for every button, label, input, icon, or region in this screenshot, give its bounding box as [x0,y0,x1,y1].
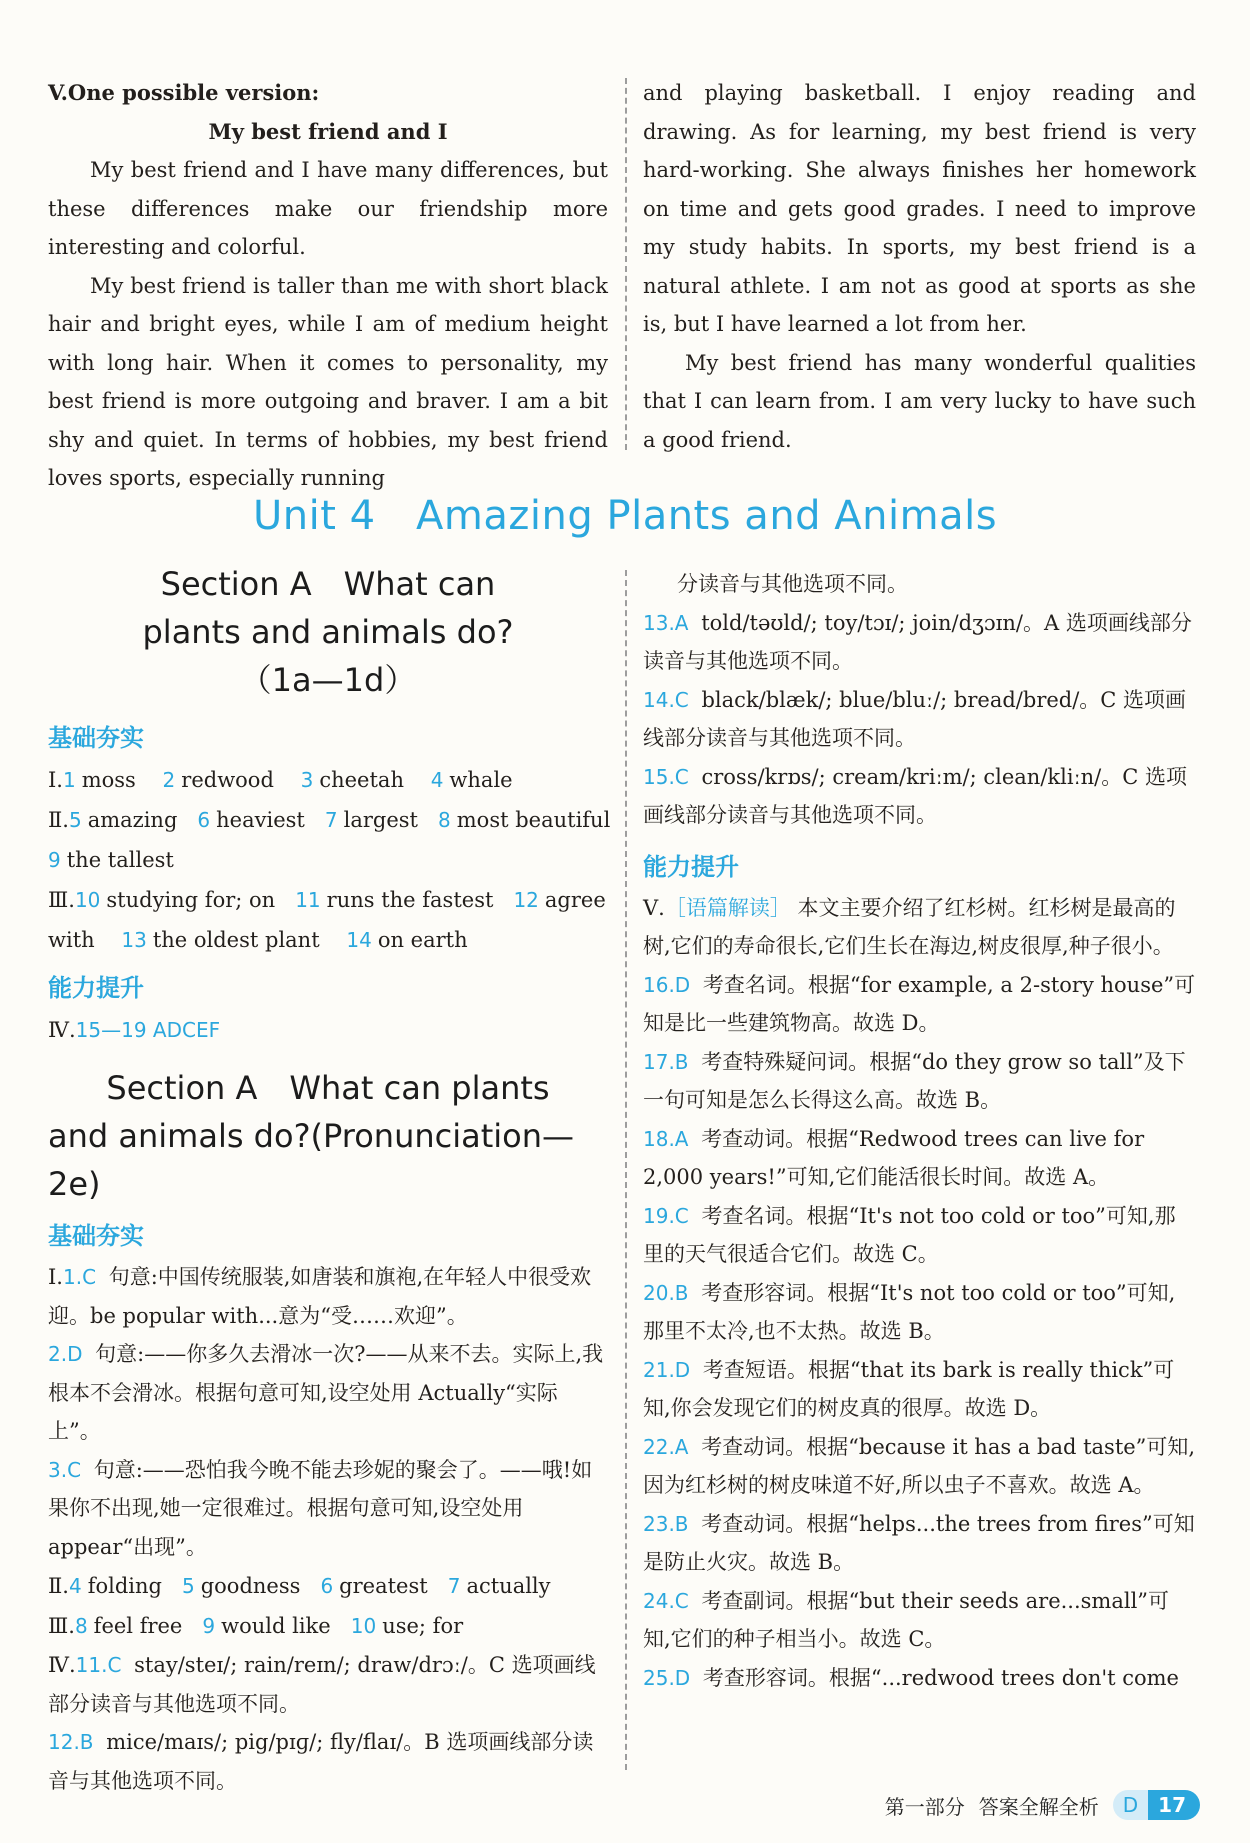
num-22: 22.A [643,1434,689,1459]
text-15r: cross/krɒs/; cream/kriːm/; clean/kliːn/。C 选项画线部分读音与其他选项不同。 [643,764,1187,827]
unit-title: Unit 4 Amazing Plants and Animals [252,493,998,539]
essay-title: My best friend and I [208,118,448,144]
heading-ability-1: 能力提升 [48,974,144,1002]
num-6: 6 [197,808,211,832]
roman-v: Ⅴ. [643,895,665,920]
num-23: 23.B [643,1511,689,1536]
num-3: 3 [300,768,314,792]
num-9: 9 [48,848,61,872]
item-18 [643,1120,1196,1197]
text-25: 考查形容词。根据“...redwood trees don't come [702,1665,1179,1690]
answer-1: moss [81,768,136,792]
item-15 [643,758,1196,835]
roman-s2-4: Ⅳ. [48,1653,76,1677]
num-8: 8 [438,808,451,832]
page-badge [1113,1790,1200,1820]
item-25 [643,1659,1196,1698]
item-16 [643,966,1196,1043]
num-12: 12 [513,888,539,912]
num-17: 17.B [643,1049,689,1074]
answer-13: the oldest plant [152,928,320,952]
num-18: 18.A [643,1126,689,1151]
answer-s2-5: goodness [200,1574,301,1598]
num-13r: 13.A [643,610,689,635]
text-v-intro: 本文主要介绍了红杉树。红杉树是最高的树,它们的寿命很长,它们生长在海边,树皮很厚,种子很小。 [643,895,1176,958]
num-s2-10: 10 [350,1614,377,1638]
roman-4: Ⅳ. [48,1018,76,1042]
answer-7: largest [343,808,418,832]
num-s2-6: 6 [320,1574,334,1598]
heading-ability-2: 能力提升 [643,852,739,881]
num-s2-4: 4 [68,1574,82,1598]
num-s2-5: 5 [181,1574,195,1598]
item-14 [643,681,1196,758]
right-column [643,565,1196,1697]
num-s2-11: 11.C [75,1653,122,1677]
text-16: 考查名词。根据“for example, a 2-story house”可知是比一些建筑物高。故选 D。 [643,972,1196,1035]
essay-left-column [48,74,608,498]
answer-s2-4: folding [87,1574,162,1598]
page-footer [885,1790,1200,1820]
item-21 [643,1351,1196,1428]
answer-s2-6: greatest [339,1574,428,1598]
text-14r: black/blæk/; blue/bluː/; bread/bred/。C 选项画线部分读音与其他选项不同。 [643,687,1187,750]
num-7: 7 [324,808,338,832]
text-20: 考查形容词。根据“It's not too cold or too”可知,那里不太冷,也不太热。故选 B。 [643,1280,1176,1343]
num-11: 11 [295,888,321,912]
essay-paragraph-2: My best friend is taller than me with short black hair and bright eyes, while I am of medium height with long hair. When it comes to personality, my best friend is more outgoing and braver. I am a bit shy and quiet. In terms of hobbies, my best friend loves sports, especially running [48,273,608,490]
answer-row-s2-4 [48,1566,608,1606]
item-22 [643,1428,1196,1505]
answer-5: amazing [87,808,178,832]
text-13r: told/təʊld/; toy/tɔɪ/; join/dʒɔɪn/。A 选项画线部分读音与其他选项不同。 [643,610,1192,673]
answer-4: whale [449,768,513,792]
answer-14: on earth [377,928,468,952]
roman-s2-2: Ⅱ. [48,1574,69,1598]
item-2 [48,1335,608,1451]
num-20: 20.B [643,1280,689,1305]
text-analysis-tag: ［语篇解读］ [664,895,791,920]
num-s2-7: 7 [447,1574,461,1598]
answer-row-3 [48,840,608,880]
roman-3: Ⅲ. [48,888,75,912]
text-21: 考查短语。根据“that its bark is really thick”可知,你会发现它们的树皮真的很厚。故选 D。 [643,1357,1175,1420]
answer-10: studying for; on [106,888,276,912]
text-24: 考查副词。根据“but their seeds are...small”可知,它们的种子相当小。故选 C。 [643,1588,1170,1651]
essay-heading: V.One possible version: [48,80,320,105]
num-14: 14 [346,928,372,952]
num-s2-2: 2.D [48,1342,83,1366]
answer-15-19: 15—19 ADCEF [75,1018,221,1042]
item-19 [643,1197,1196,1274]
page-number: 17 [1148,1790,1200,1820]
section-2-title-line-2: and animals do?(Pronunciation—2e) [48,1117,575,1203]
answer-s2-8: feel free [93,1614,183,1638]
text-s2-3: 句意:——恐怕我今晚不能去珍妮的聚会了。——哦!如果你不出现,她一定很难过。根据句意可知,设空处用 appear“出现”。 [48,1457,593,1559]
left-column [48,560,611,1800]
text-s2-11: stay/steɪ/; rain/reɪn/; draw/drɔː/。C 选项画线部分读音与其他选项不同。 [48,1653,596,1716]
num-16: 16.D [643,972,691,997]
answer-s2-7: actually [466,1574,551,1598]
text-17: 考查特殊疑问词。根据“do they grow so tall”及下一句可知是怎么长得这么高。故选 B。 [643,1049,1186,1112]
essay-paragraph-1: My best friend and I have many differences, but these differences make our friendship more interesting and colorful. [48,158,608,259]
text-22: 考查动词。根据“because it has a bad taste”可知,因为红杉树的树皮味道不好,所以虫子不喜欢。故选 A。 [643,1434,1196,1497]
roman-s2-1: Ⅰ. [48,1265,63,1289]
answer-8: most beautiful [456,808,611,832]
item-12 [48,1723,608,1800]
text-s2-2: 句意:——你多久去滑冰一次?——从来不去。实际上,我根本不会滑冰。根据句意可知,设空处用 Actually“实际上”。 [48,1342,604,1443]
item-20 [643,1274,1196,1351]
answer-row-s2-5 [48,1606,608,1646]
item-1 [48,1258,608,1335]
num-s2-9: 9 [202,1614,216,1638]
answer-9: the tallest [66,848,174,872]
section-1-title-line-1: Section A What can [160,565,496,603]
answer-12: agree [544,888,606,912]
answer-6: heaviest [216,808,305,832]
num-10: 10 [74,888,101,912]
answer-s2-10: use; for [382,1614,464,1638]
footer-part: 第一部分 [884,1794,965,1819]
answer-2: redwood [181,768,274,792]
section-1-title-line-2: plants and animals do? [142,613,514,651]
num-s2-12: 12.B [48,1730,94,1754]
num-21: 21.D [643,1357,691,1382]
heading-basic-1: 基础夯实 [48,724,144,752]
answer-row-5 [48,920,608,960]
roman-2: Ⅱ. [48,808,69,832]
text-18: 考查动词。根据“Redwood trees can live for 2,000 years!”可知,它们能活很长时间。故选 A。 [643,1126,1145,1189]
essay-paragraph-2-cont: and playing basketball. I enjoy reading and drawing. As for learning, my best friend is very hard-working. She always finishes her homework on time and gets good grades. I need to improve my study habits. In sports, my best friend is a natural athlete. I am not as good at sports as she is, but I have learned a lot from her. [643,81,1196,336]
item-13 [643,604,1196,681]
section-2-title-line-1: Section A What can plants [106,1069,550,1107]
num-s2-3: 3.C [48,1457,82,1482]
column-divider-bottom [625,570,627,1770]
num-25: 25.D [643,1665,691,1690]
column-divider-top [625,78,627,450]
roman-s2-3: Ⅲ. [48,1614,75,1638]
item-23 [643,1505,1196,1582]
essay-paragraph-3: My best friend has many wonderful qualities that I can learn from. I am very lucky to have such a good friend. [643,350,1196,452]
section-1-title-line-3: （1a—1d） [239,661,417,699]
num-4: 4 [430,768,444,792]
num-2: 2 [162,768,176,792]
text-23: 考查动词。根据“helps...the trees from fires”可知是防止火灾。故选 B。 [643,1511,1195,1574]
text-s2-12: mice/maɪs/; pig/pɪɡ/; fly/flaɪ/。B 选项画线部分读音与其他选项不同。 [48,1730,594,1793]
answer-3: cheetah [319,768,404,792]
answer-s2-9: would like [221,1614,331,1638]
num-14r: 14.C [643,687,689,712]
answer-11: runs the fastest [326,888,494,912]
num-s2-8: 8 [74,1614,88,1638]
num-1: 1 [62,768,76,792]
text-19: 考查名词。根据“It's not too cold or too”可知,那里的天气很适合它们。故选 C。 [643,1203,1176,1266]
answer-12-cont: with [48,928,95,952]
roman-1: Ⅰ. [48,768,63,792]
item-3 [48,1451,608,1567]
num-19: 19.C [643,1203,689,1228]
num-24: 24.C [643,1588,689,1613]
essay-right-column [643,74,1196,459]
answer-row-2 [48,800,611,840]
num-15r: 15.C [643,764,689,789]
item-11 [48,1646,608,1723]
item-17 [643,1043,1196,1120]
page-letter: D [1113,1790,1148,1820]
footer-label: 答案全解全析 [978,1794,1099,1819]
num-13: 13 [121,928,147,952]
item-v-intro [643,889,1196,966]
heading-basic-2: 基础夯实 [48,1222,144,1250]
answer-row-4 [48,880,608,920]
text-s2-1: 句意:中国传统服装,如唐装和旗袍,在年轻人中很受欢迎。be popular with...意为“受……欢迎”。 [48,1265,592,1328]
num-5: 5 [68,808,82,832]
num-s2-1: 1.C [62,1265,97,1289]
item-24 [643,1582,1196,1659]
answer-row-1 [48,760,608,800]
item-12-cont: 分读音与其他选项不同。 [677,572,908,596]
answer-row-6 [48,1010,608,1050]
